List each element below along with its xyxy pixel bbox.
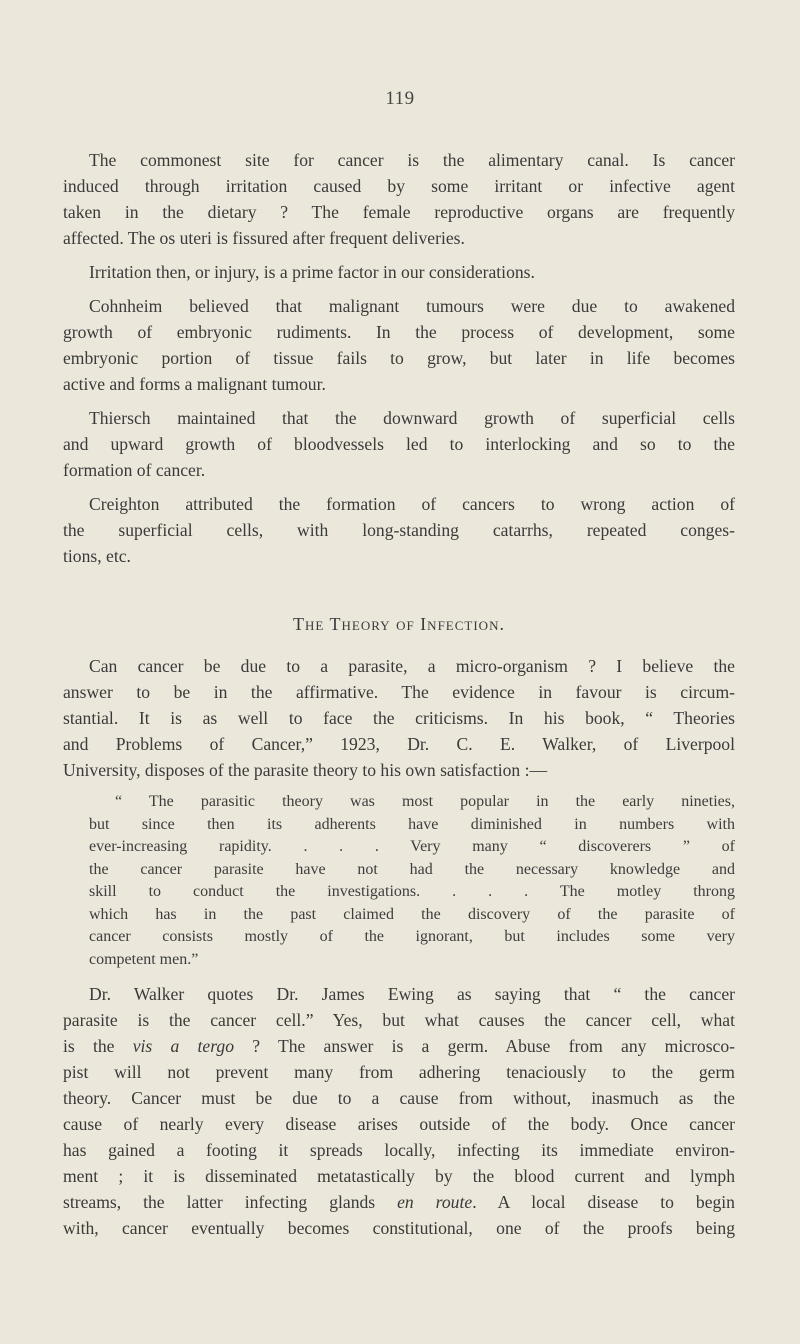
body-text	[63, 147, 735, 1249]
paragraph-irritation	[63, 259, 735, 285]
text-line: Cohnheim believed that malignant tumours were due to awakened	[89, 296, 735, 316]
block-quote	[89, 791, 735, 971]
text-line: induced through irritation caused by some irritant or infective agent	[63, 176, 735, 196]
text-line: tions, etc.	[63, 546, 131, 566]
text-line: the superficial cells, with long-standing catarrhs, repeated conges-	[63, 520, 735, 540]
text-line: Can cancer be due to a parasite, a micro-organism ? I believe the	[89, 656, 735, 676]
text-segment: . A local disease to begin	[472, 1192, 735, 1212]
text-line: The commonest site for cancer is the alimentary canal. Is cancer	[89, 150, 735, 170]
text-line: Irritation then, or injury, is a prime factor in our considerations.	[89, 262, 535, 282]
text-line: affected. The os uteri is fissured after frequent deliveries.	[63, 228, 465, 248]
text-line: and Problems of Cancer,” 1923, Dr. C. E. Walker, of Liverpool	[63, 734, 735, 754]
quote-line: but since then its adherents have diminished in numbers with	[89, 815, 735, 833]
text-line	[63, 1189, 735, 1215]
text-line: taken in the dietary ? The female reproductive organs are frequently	[63, 202, 735, 222]
text-line: active and forms a malignant tumour.	[63, 374, 326, 394]
quote-line: cancer consists mostly of the ignorant, but includes some very	[89, 928, 735, 945]
section-heading: The Theory of Infection.	[293, 614, 505, 634]
quote-line: competent men.”	[89, 950, 199, 968]
text-line: pist will not prevent many from adhering tenaciously to the germ	[63, 1062, 735, 1082]
paragraph-alimentary-canal	[63, 147, 735, 251]
text-line	[63, 1033, 735, 1059]
text-line: Creighton attributed the formation of cancers to wrong action of	[89, 494, 735, 514]
text-line: cause of nearly every disease arises outside of the body. Once cancer	[63, 1114, 735, 1134]
text-segment: is the	[63, 1036, 133, 1056]
text-line: growth of embryonic rudiments. In the process of development, some	[63, 322, 735, 342]
quote-line: ever-increasing rapidity. . . . Very many “ discoverers ” of	[89, 838, 735, 855]
text-line: parasite is the cancer cell.” Yes, but what causes the cancer cell, what	[63, 1010, 735, 1030]
text-line: University, disposes of the parasite theory to his own satisfaction :—	[63, 760, 548, 780]
paragraph-cohnheim	[63, 293, 735, 397]
quote-line: which has in the past claimed the discovery of the parasite of	[89, 905, 735, 923]
italic-phrase: en route	[397, 1192, 473, 1212]
quote-line: the cancer parasite have not had the necessary knowledge and	[89, 860, 735, 878]
paragraph-infection	[63, 653, 735, 783]
paragraph-thiersch	[63, 405, 735, 483]
paragraph-creighton	[63, 491, 735, 569]
text-line: Dr. Walker quotes Dr. James Ewing as saying that “ the cancer	[89, 984, 735, 1004]
quote-line: skill to conduct the investigations. . . . The motley throng	[89, 883, 735, 900]
quote-line: “ The parasitic theory was most popular in the early nineties,	[115, 793, 735, 810]
text-line: and upward growth of bloodvessels led to interlocking and so to the	[63, 434, 735, 454]
page-number: 119	[385, 88, 415, 109]
italic-phrase: vis a tergo	[132, 1036, 234, 1056]
text-line: with, cancer eventually becomes constitutional, one of the proofs being	[63, 1218, 735, 1238]
text-line: embryonic portion of tissue fails to grow, but later in life becomes	[63, 348, 735, 368]
text-segment: streams, the latter infecting glands	[63, 1192, 398, 1212]
text-line: stantial. It is as well to face the criticisms. In his book, “ Theories	[63, 708, 735, 728]
text-line: Thiersch maintained that the downward growth of superficial cells	[89, 408, 735, 428]
text-line: has gained a footing it spreads locally, infecting its immediate environ-	[63, 1140, 735, 1160]
text-segment: ? The answer is a germ. Abuse from any microsco-	[234, 1036, 736, 1056]
paragraph-walker	[63, 981, 735, 1241]
text-line: answer to be in the affirmative. The evidence in favour is circum-	[63, 682, 735, 702]
text-line: theory. Cancer must be due to a cause from without, inasmuch as the	[63, 1088, 735, 1108]
text-line: ment ; it is disseminated metatastically by the blood current and lymph	[63, 1166, 735, 1186]
text-line: formation of cancer.	[63, 460, 206, 480]
